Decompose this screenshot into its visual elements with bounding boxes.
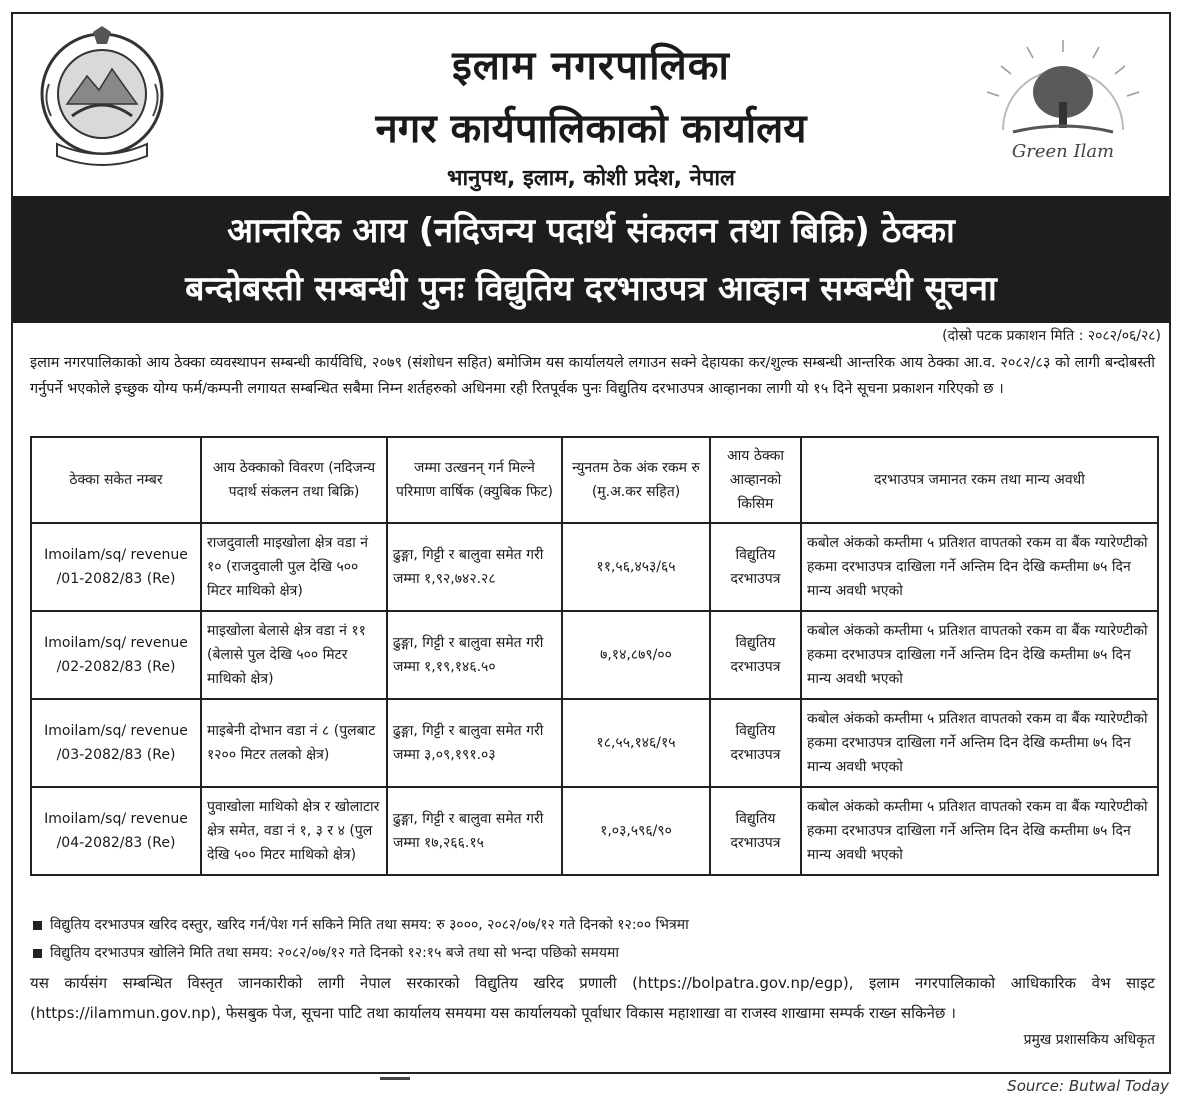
bullet-square-icon [33, 949, 42, 958]
table-row [31, 523, 1158, 611]
contract-amount: १,०३,५९६/९० [562, 787, 710, 875]
table-header-row [31, 437, 1158, 523]
contract-quantity: ढुङ्गा, गिट्टी र बालुवा समेत गरी जम्मा ३,०९,१९१.०३ [387, 699, 562, 787]
contract-code: Imoilam/sq/ revenue /03-2082/83 (Re) [31, 699, 201, 787]
column-header: जम्मा उत्खनन् गर्न मिल्ने परिमाण वार्षिक (क्युबिक फिट) [387, 437, 562, 523]
list-item [33, 912, 1153, 938]
contract-amount: १८,५५,१४६/१५ [562, 699, 710, 787]
condition-text: विद्युतिय दरभाउपत्र खरिद दस्तुर, खरिद गर्न/पेश गर्न सकिने मिति तथा समय: रु ३०००, २०८२/०७/१२ गते दिनको १२:०० भित्रमा [50, 917, 689, 933]
office-address: भानुपथ, इलाम, कोशी प्रदेश, नेपाल [447, 166, 735, 191]
contract-guarantee: कबोल अंकको कम्तीमा ५ प्रतिशत वापतको रकम वा बैंक ग्यारेण्टीको हकमा दरभाउपत्र दाखिला गर्ने अन्तिम दिन देखि कम्तीमा ७५ दिन मान्य अवधी भएको [801, 699, 1158, 787]
contract-guarantee: कबोल अंकको कम्तीमा ५ प्रतिशत वापतको रकम वा बैंक ग्यारेण्टीको हकमा दरभाउपत्र दाखिला गर्ने अन्तिम दिन देखि कम्तीमा ७५ दिन मान्य अवधी भएको [801, 523, 1158, 611]
column-header: ठेक्का सकेत नम्बर [31, 437, 201, 523]
condition-text: विद्युतिय दरभाउपत्र खोलिने मिति तथा समय: २०८२/०७/१२ गते दिनको १२:१५ बजे तथा सो भन्दा पछिको समयमा [50, 945, 620, 961]
column-header: आय ठेक्काको विवरण (नदिजन्य पदार्थ संकलन तथा बिक्रि) [201, 437, 387, 523]
header [13, 14, 1169, 194]
contract-guarantee: कबोल अंकको कम्तीमा ५ प्रतिशत वापतको रकम वा बैंक ग्यारेण्टीको हकमा दरभाउपत्र दाखिला गर्ने अन्तिम दिन देखि कम्तीमा ७५ दिन मान्य अवधी भएको [801, 611, 1158, 699]
contract-type: विद्युतिय दरभाउपत्र [710, 699, 801, 787]
publication-date: (दोस्रो पटक प्रकाशन मिति : २०८२/०६/२८) [942, 328, 1161, 344]
contract-description: माइखोला बेलासे क्षेत्र वडा नं ११ (बेलासे पुल देखि ५०० मिटर माथिको क्षेत्र) [201, 611, 387, 699]
contract-quantity: ढुङ्गा, गिट्टी र बालुवा समेत गरी जम्मा १,९२,७४२.२८ [387, 523, 562, 611]
column-header: दरभाउपत्र जमानत रकम तथा मान्य अवधी [801, 437, 1158, 523]
notice-banner [13, 196, 1169, 323]
office-name: नगर कार्यपालिकाको कार्यालय [375, 106, 807, 152]
contract-code: Imoilam/sq/ revenue /01-2082/83 (Re) [31, 523, 201, 611]
logo-text: Green Ilam [1011, 141, 1115, 162]
signer-title: प्रमुख प्रशासकिय अधिकृत [1023, 1032, 1155, 1048]
column-header: आय ठेक्का आव्हानको किसिम [710, 437, 801, 523]
contract-type: विद्युतिय दरभाउपत्र [710, 523, 801, 611]
closing-paragraph: यस कार्यसंग सम्बन्धित विस्तृत जानकारीको लागी नेपाल सरकारको विद्युतिय खरिद प्रणाली (https://bolpatra.gov.np/egp), इलाम नगरपालिकाको आधिकारिक वेभ साइट (https://ilammun.gov.np), फेसबुक पेज, सूचना पाटि तथा कार्यालय समयमा यस कार्यालयको पूर्वाधार विकास महाशाखा वा राजस्व शाखामा सम्पर्क राख्न सकिनेछ । [30, 974, 1155, 1022]
divider [380, 1077, 410, 1080]
contract-description: माइबेनी दोभान वडा नं ८ (पुलबाट १२०० मिटर तलको क्षेत्र) [201, 699, 387, 787]
column-header: न्युनतम ठेक अंक रकम रु (मु.अ.कर सहित) [562, 437, 710, 523]
contract-guarantee: कबोल अंकको कम्तीमा ५ प्रतिशत वापतको रकम वा बैंक ग्यारेण्टीको हकमा दरभाउपत्र दाखिला गर्ने अन्तिम दिन देखि कम्तीमा ७५ दिन मान्य अवधी भएको [801, 787, 1158, 875]
table-row [31, 699, 1158, 787]
table-row [31, 787, 1158, 875]
contract-type: विद्युतिय दरभाउपत्र [710, 787, 801, 875]
banner-line-2: बन्दोबस्ती सम्बन्धी पुनः विद्युतिय दरभाउपत्र आव्हान सम्बन्धी सूचना [185, 269, 997, 309]
condition-list [33, 912, 1153, 968]
contract-description: पुवाखोला माथिको क्षेत्र र खोलाटार क्षेत्र समेत, वडा नं १, ३ र ४ (पुल देखि ५०० मिटर माथिको क्षेत्र) [201, 787, 387, 875]
contract-table [30, 436, 1159, 876]
green-ilam-logo-icon [973, 32, 1153, 167]
contract-quantity: ढुङ्गा, गिट्टी र बालुवा समेत गरी जम्मा १,१९,१४६.५० [387, 611, 562, 699]
source-credit: Source: Butwal Today [1007, 1077, 1169, 1095]
contract-type: विद्युतिय दरभाउपत्र [710, 611, 801, 699]
contract-code: Imoilam/sq/ revenue /04-2082/83 (Re) [31, 787, 201, 875]
contract-amount: ७,१४,८७९/०० [562, 611, 710, 699]
banner-line-1: आन्तरिक आय (नदिजन्य पदार्थ संकलन तथा बिक्रि) ठेक्का [227, 211, 955, 251]
contract-description: राजदुवाली माइखोला क्षेत्र वडा नं १० (राजदुवाली पुल देखि ५०० मिटर माथिको क्षेत्र) [201, 523, 387, 611]
municipality-name: इलाम नगरपालिका [452, 43, 730, 89]
list-item [33, 940, 1153, 966]
bullet-square-icon [33, 921, 42, 930]
contract-quantity: ढुङ्गा, गिट्टी र बालुवा समेत गरी जम्मा १७,२६६.१५ [387, 787, 562, 875]
table-row [31, 611, 1158, 699]
contract-amount: ११,५६,४५३/६५ [562, 523, 710, 611]
intro-paragraph: इलाम नगरपालिकाको आय ठेक्का व्यवस्थापन सम्बन्धी कार्यविधि, २०७९ (संशोधन सहित) बमोजिम यस कार्यालयले लगाउन सक्ने देहायका कर/शुल्क सम्बन्धी आन्तरिक आय ठेक्का आ.व. २०८२/८३ को लागी बन्दोबस्ती गर्नुपर्ने भएकोले इच्छुक योग्य फर्म/कम्पनी लगायत सम्बन्धित सबैमा निम्न शर्तहरुको अधिनमा रही रितपूर्वक पुनः विद्युतिय दरभाउपत्र आव्हानका लागी यो १५ दिने सूचना प्रकाशन गरिएको छ । [30, 355, 1155, 397]
contract-code: Imoilam/sq/ revenue /02-2082/83 (Re) [31, 611, 201, 699]
